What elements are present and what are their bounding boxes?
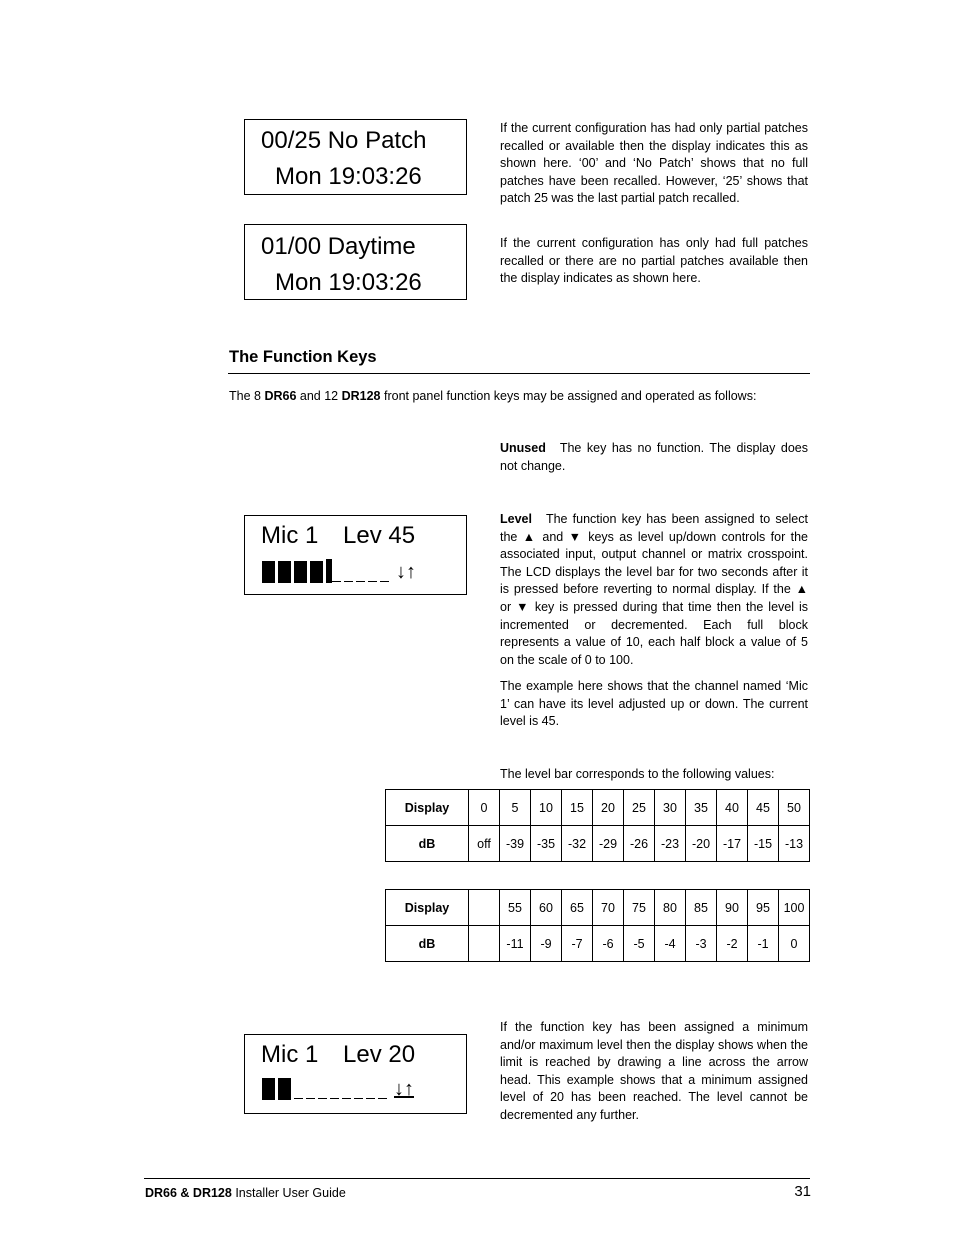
lcd-display-full-patch	[244, 224, 467, 300]
partial-patch-description: If the current configuration has had only partial patches recalled or available then the display indicates this as shown here. ‘00’ and ‘No Patch’ shows that no full patches have been recalled. However, ‘25’ shows that patch 25 was the last partial patch recalled.	[500, 121, 808, 206]
table-cell: -4	[655, 926, 686, 962]
table-cell	[469, 926, 500, 962]
table-cell: -13	[779, 826, 810, 862]
table-row-db	[386, 926, 810, 962]
page-number: 31	[794, 1183, 811, 1200]
level-label: Level	[500, 512, 532, 526]
level-empty-segment	[356, 581, 365, 582]
table-cell: 25	[624, 790, 655, 826]
table-cell: 70	[593, 890, 624, 926]
table-cell: 100	[779, 890, 810, 926]
table-row-display	[386, 890, 810, 926]
table-cell: 85	[686, 890, 717, 926]
table-cell: -11	[500, 926, 531, 962]
lcd-display-level-20	[244, 1034, 467, 1114]
table-cell: 65	[562, 890, 593, 926]
lcd-display-partial-patch	[244, 119, 467, 195]
level-block	[262, 561, 275, 583]
level-block	[278, 561, 291, 583]
table-cell: 0	[469, 790, 500, 826]
level-empty-segment	[378, 1098, 387, 1099]
table-cell: -15	[748, 826, 779, 862]
row-header-display: Display	[386, 790, 469, 826]
lcd-level-label: Lev 20	[343, 1041, 416, 1068]
table-cell: -29	[593, 826, 624, 862]
level-empty-segment	[368, 581, 377, 582]
table-cell: -32	[562, 826, 593, 862]
level-half-block	[326, 559, 332, 583]
level-empty-segment	[354, 1098, 363, 1099]
footer-guide: Installer User Guide	[231, 1186, 346, 1200]
level-empty-segment	[342, 1098, 351, 1099]
table-cell: -3	[686, 926, 717, 962]
level-empty-segment	[366, 1098, 375, 1099]
level-empty-segment	[344, 581, 353, 582]
footer-rule	[144, 1178, 810, 1179]
level-bar	[262, 1078, 414, 1100]
table-cell: -7	[562, 926, 593, 962]
up-down-arrows-icon: ↓↑	[396, 561, 416, 583]
table-cell: 90	[717, 890, 748, 926]
table-intro: The level bar corresponds to the following values:	[500, 767, 775, 781]
table-cell: -1	[748, 926, 779, 962]
section-rule	[228, 373, 810, 374]
table-cell: 5	[500, 790, 531, 826]
table-cell: -17	[717, 826, 748, 862]
table-cell: -2	[717, 926, 748, 962]
level-empty-segment	[380, 581, 389, 582]
full-patch-description: If the current configuration has only had full patches recalled or there are no partial patches available then the display indicates as shown here.	[500, 236, 808, 286]
level-empty-segment	[318, 1098, 327, 1099]
footer-product: DR66 & DR128	[145, 1186, 232, 1200]
level-empty-segment	[294, 1098, 303, 1099]
intro-text	[229, 389, 756, 403]
up-down-arrows-icon: ↓↑	[394, 1078, 414, 1100]
intro-text-3: front panel function keys may be assigned and operated as follows:	[380, 389, 757, 403]
level-empty-segment	[306, 1098, 315, 1099]
level-block	[310, 561, 323, 583]
level-empty-segment	[330, 1098, 339, 1099]
table-cell: 15	[562, 790, 593, 826]
footer-title	[145, 1186, 346, 1200]
table-cell: 10	[531, 790, 562, 826]
level-block	[294, 561, 307, 583]
lcd-line-2: Mon 19:03:26	[275, 269, 422, 296]
example-description: The example here shows that the channel named ‘Mic 1’ can have its level adjusted up or down. The current level is 45.	[500, 679, 808, 729]
table-cell: -6	[593, 926, 624, 962]
table-cell: -20	[686, 826, 717, 862]
lcd-display-level-45	[244, 515, 467, 595]
level-text: The function key has been assigned to select the ▲ and ▼ keys as level up/down controls for the associated input, output channel or matrix crosspoint. The LCD displays the level bar for two seconds after it is pressed before reverting to normal display. If the ▲ or ▼ key is pressed during that time then the level is incremented or decremented. Each full block represents a value of 10, each half block a value of 5 on the scale of 0 to 100.	[500, 512, 808, 667]
table-cell: 80	[655, 890, 686, 926]
level-block	[262, 1078, 275, 1100]
table-cell: 50	[779, 790, 810, 826]
level-empty-segment	[332, 581, 341, 582]
table-cell: 95	[748, 890, 779, 926]
lcd-channel-name: Mic 1	[261, 522, 319, 549]
unused-description	[500, 440, 808, 475]
table-cell: -23	[655, 826, 686, 862]
table-cell: off	[469, 826, 500, 862]
row-header-db: dB	[386, 826, 469, 862]
level-table-1	[385, 789, 810, 862]
table-cell	[469, 890, 500, 926]
lcd-level-label: Lev 45	[343, 522, 416, 549]
table-cell: 20	[593, 790, 624, 826]
lcd-line-1: 01/00 Daytime	[261, 233, 416, 260]
level-table-2	[385, 889, 810, 962]
unused-label: Unused	[500, 441, 546, 455]
table-cell: 40	[717, 790, 748, 826]
table-cell: 35	[686, 790, 717, 826]
lcd-line-1: 00/25 No Patch	[261, 127, 427, 154]
intro-text-2: and 12	[296, 389, 342, 403]
level-bar	[262, 559, 416, 583]
table-cell: -39	[500, 826, 531, 862]
table-cell: 30	[655, 790, 686, 826]
lcd-channel-name: Mic 1	[261, 1041, 319, 1068]
table-row-display	[386, 790, 810, 826]
table-cell: -26	[624, 826, 655, 862]
table-cell: -35	[531, 826, 562, 862]
table-cell: 60	[531, 890, 562, 926]
table-cell: 45	[748, 790, 779, 826]
intro-model-dr66: DR66	[264, 389, 297, 403]
intro-text-1: The 8	[229, 389, 265, 403]
table-cell: 55	[500, 890, 531, 926]
level-description	[500, 511, 808, 669]
level-block	[278, 1078, 291, 1100]
table-row-db	[386, 826, 810, 862]
unused-text: The key has no function. The display does not change.	[500, 441, 808, 473]
minmax-description: If the function key has been assigned a minimum and/or maximum level then the display shows when the limit is reached by drawing a line across the arrow head. This example shows that a minimum assigned level of 20 has been reached. The level cannot be decremented any further.	[500, 1020, 808, 1122]
section-title: The Function Keys	[229, 348, 377, 366]
table-cell: -9	[531, 926, 562, 962]
table-cell: 75	[624, 890, 655, 926]
table-cell: -5	[624, 926, 655, 962]
table-cell: 0	[779, 926, 810, 962]
row-header-db: dB	[386, 926, 469, 962]
lcd-line-2: Mon 19:03:26	[275, 163, 422, 190]
row-header-display: Display	[386, 890, 469, 926]
intro-model-dr128: DR128	[341, 389, 381, 403]
